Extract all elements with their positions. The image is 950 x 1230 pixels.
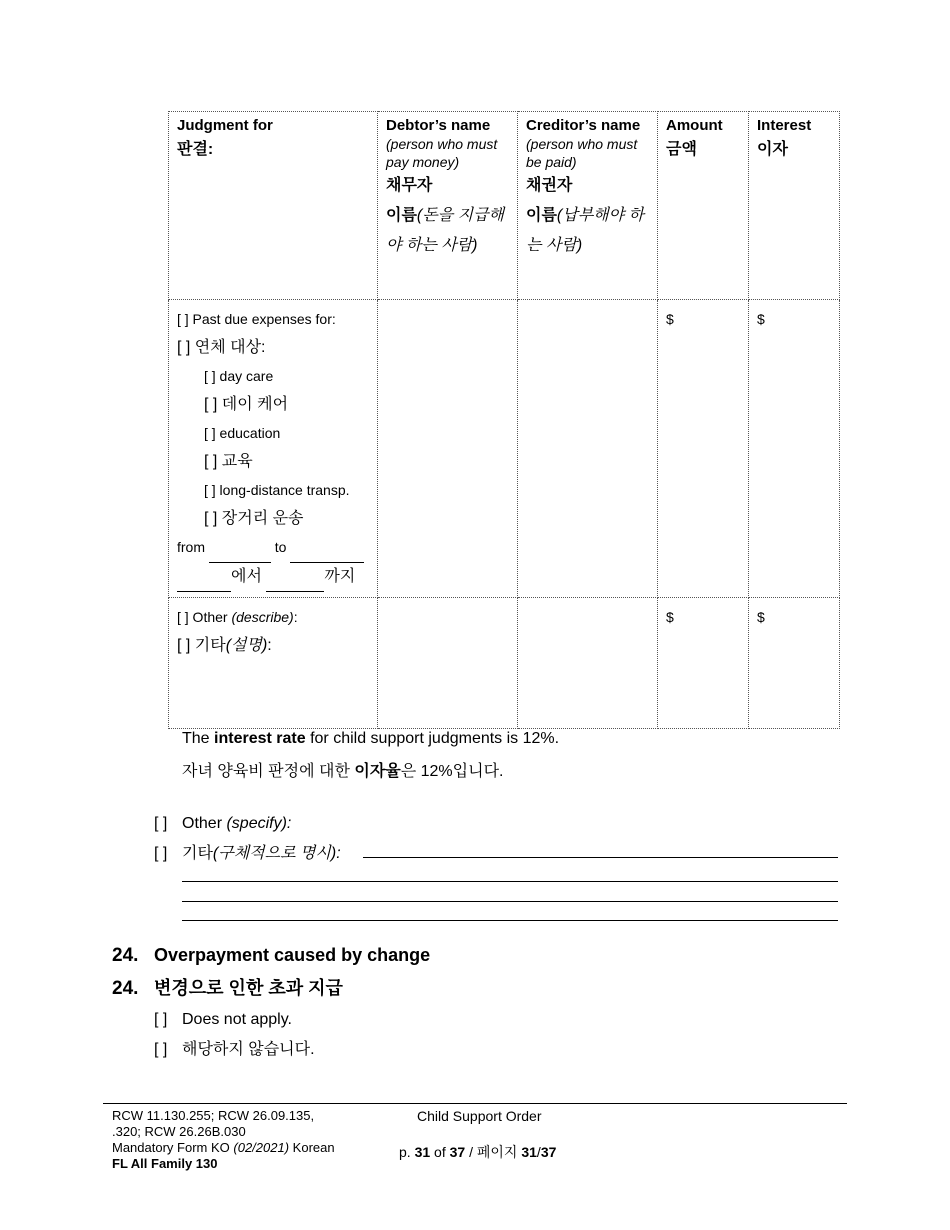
footer-page-total: 37	[449, 1144, 466, 1160]
interest-note-bold: interest rate	[214, 730, 306, 747]
footer-form-lang: Korean	[292, 1140, 335, 1155]
footer-page-number	[399, 1144, 556, 1160]
footer-doc-title: Child Support Order	[417, 1108, 542, 1124]
judgment-table	[168, 111, 840, 729]
creditor-label-ko-2: 이름	[526, 207, 557, 224]
header-debtor	[378, 112, 518, 300]
other-colon-ko: :	[267, 636, 272, 654]
past-due-debtor-cell[interactable]	[378, 300, 518, 598]
other-amount-cell[interactable]	[658, 598, 749, 729]
from-date-field[interactable]	[209, 533, 271, 563]
footer-page-pre: p.	[399, 1144, 411, 1160]
interest-note-post: for child support judgments is 12%.	[310, 730, 560, 747]
footer-page-of: of	[434, 1144, 446, 1160]
date-range-ko	[177, 563, 369, 593]
interest-note-ko-bold: 이자율	[354, 763, 401, 780]
other-specify-checkbox[interactable]: [ ]	[154, 815, 168, 832]
footer-page-total-ko: 37	[540, 1144, 557, 1160]
other-colon: :	[293, 609, 298, 625]
other-creditor-cell[interactable]	[518, 598, 658, 729]
footer-form-date: (02/2021)	[233, 1140, 290, 1155]
header-interest	[749, 112, 840, 300]
section-24-heading	[112, 945, 430, 967]
other-specify-line-3[interactable]	[182, 901, 838, 902]
interest-label-ko: 이자	[757, 141, 788, 158]
header-judgment-for	[169, 112, 378, 300]
table-row-past-due	[169, 300, 840, 598]
footer-form-id: FL All Family 130	[112, 1156, 218, 1171]
education-checkbox[interactable]: [ ] education	[204, 425, 281, 441]
other-debtor-cell[interactable]	[378, 598, 518, 729]
other-checkbox[interactable]	[177, 603, 369, 632]
other-specify-label-ko: 기타	[182, 845, 213, 862]
other-cell	[169, 598, 378, 729]
does-not-apply-checkbox[interactable]: [ ]	[154, 1011, 168, 1028]
debtor-note: (person who must pay money)	[386, 136, 498, 170]
date-range	[177, 533, 369, 563]
footer-page-slash: /	[536, 1144, 541, 1160]
other-describe: (describe)	[231, 609, 294, 625]
footer-rcw-2: .320; RCW 26.26B.030	[112, 1124, 246, 1139]
creditor-label: Creditor’s name	[526, 117, 641, 134]
footer-rcw-1: RCW 11.130.255; RCW 26.09.135,	[112, 1108, 315, 1123]
table-header-row	[169, 112, 840, 300]
past-due-interest-cell[interactable]	[749, 300, 840, 598]
other-specify-label: Other	[182, 815, 223, 832]
other-specify-line-1[interactable]	[363, 857, 838, 858]
other-checkbox-ko[interactable]	[177, 632, 369, 661]
creditor-label-ko: 채권자	[526, 177, 573, 194]
to-label-ko: 까지	[324, 567, 356, 585]
day-care-checkbox-ko[interactable]: [ ] 데이 케어	[204, 395, 289, 413]
other-amount-dollar: $	[666, 609, 674, 625]
past-due-checkbox-ko[interactable]: [ ] 연체 대상:	[177, 338, 266, 356]
interest-note-ko-pre: 자녀 양육비 판정에 대한	[182, 763, 350, 780]
does-not-apply-option-ko[interactable]	[154, 1036, 315, 1059]
other-specify-option-ko[interactable]	[154, 840, 341, 863]
transport-checkbox[interactable]: [ ] long-distance transp.	[204, 482, 350, 498]
other-interest-cell[interactable]	[749, 598, 840, 729]
interest-note-ko-post: 은 12%입니다.	[400, 763, 504, 780]
from-date-field-ko[interactable]	[177, 563, 231, 593]
other-specify-line-4[interactable]	[182, 920, 838, 921]
other-label-ko: [ ] 기타	[177, 636, 226, 654]
does-not-apply-label-ko: 해당하지 않습니다.	[182, 1041, 315, 1058]
other-specify-line-2[interactable]	[182, 881, 838, 882]
other-specify-hint-ko: (구체적으로 명시):	[212, 845, 341, 862]
other-specify-hint: (specify):	[226, 815, 292, 832]
interest-rate-note-ko	[182, 758, 503, 781]
amount-label: Amount	[666, 117, 723, 134]
footer-divider	[103, 1103, 847, 1104]
footer-page-num-ko: 31	[521, 1144, 537, 1160]
judgment-for-label: Judgment for	[177, 117, 273, 134]
other-describe-ko: (설명)	[225, 636, 268, 654]
debtor-note-ko: (돈을 지급해야 하는 사람)	[386, 207, 504, 254]
other-specify-checkbox-ko[interactable]: [ ]	[154, 845, 168, 862]
section-24-title: Overpayment caused by change	[154, 945, 431, 965]
other-specify-option[interactable]	[154, 815, 291, 833]
past-due-cell	[169, 300, 378, 598]
to-date-field[interactable]	[290, 533, 364, 563]
creditor-note-ko: (납부해야 하는 사람)	[526, 207, 644, 254]
other-interest-dollar: $	[757, 609, 765, 625]
does-not-apply-checkbox-ko[interactable]: [ ]	[154, 1041, 168, 1058]
does-not-apply-label: Does not apply.	[182, 1011, 292, 1028]
does-not-apply-option[interactable]	[154, 1011, 292, 1029]
interest-label: Interest	[757, 117, 812, 134]
transport-checkbox-ko[interactable]: [ ] 장거리 운송	[204, 509, 304, 527]
header-amount	[658, 112, 749, 300]
past-due-checkbox[interactable]: [ ] Past due expenses for:	[177, 311, 336, 327]
amount-label-ko: 금액	[666, 141, 697, 158]
from-label: from	[177, 539, 205, 555]
section-24-number: 24.	[112, 945, 139, 966]
judgment-for-label-ko: 판결:	[177, 141, 214, 158]
section-24-heading-ko	[112, 974, 343, 1000]
education-checkbox-ko[interactable]: [ ] 교육	[204, 452, 253, 470]
past-due-amount-dollar: $	[666, 311, 674, 327]
footer-page-num: 31	[414, 1144, 431, 1160]
header-creditor	[518, 112, 658, 300]
past-due-amount-cell[interactable]	[658, 300, 749, 598]
from-label-ko: 에서	[231, 567, 262, 585]
creditor-note: (person who must be paid)	[526, 136, 638, 170]
interest-rate-note	[182, 730, 559, 748]
footer-page-sep: / 페이지	[469, 1144, 518, 1160]
debtor-label: Debtor’s name	[386, 117, 491, 134]
debtor-label-ko: 채무자	[386, 177, 433, 194]
footer-form-line	[112, 1140, 335, 1156]
table-row-other	[169, 598, 840, 729]
section-24-title-ko: 변경으로 인한 초과 지급	[154, 978, 343, 998]
footer-form-pre: Mandatory Form KO	[112, 1140, 230, 1155]
to-label: to	[274, 539, 287, 555]
past-due-creditor-cell[interactable]	[518, 300, 658, 598]
footer-left	[112, 1108, 335, 1172]
day-care-checkbox[interactable]: [ ] day care	[204, 368, 274, 384]
past-due-interest-dollar: $	[757, 311, 765, 327]
interest-note-pre: The	[182, 730, 210, 747]
other-label: [ ] Other	[177, 609, 228, 625]
section-24-number-ko: 24.	[112, 978, 139, 999]
to-date-field-ko[interactable]	[266, 563, 324, 593]
debtor-label-ko-2: 이름	[386, 207, 417, 224]
